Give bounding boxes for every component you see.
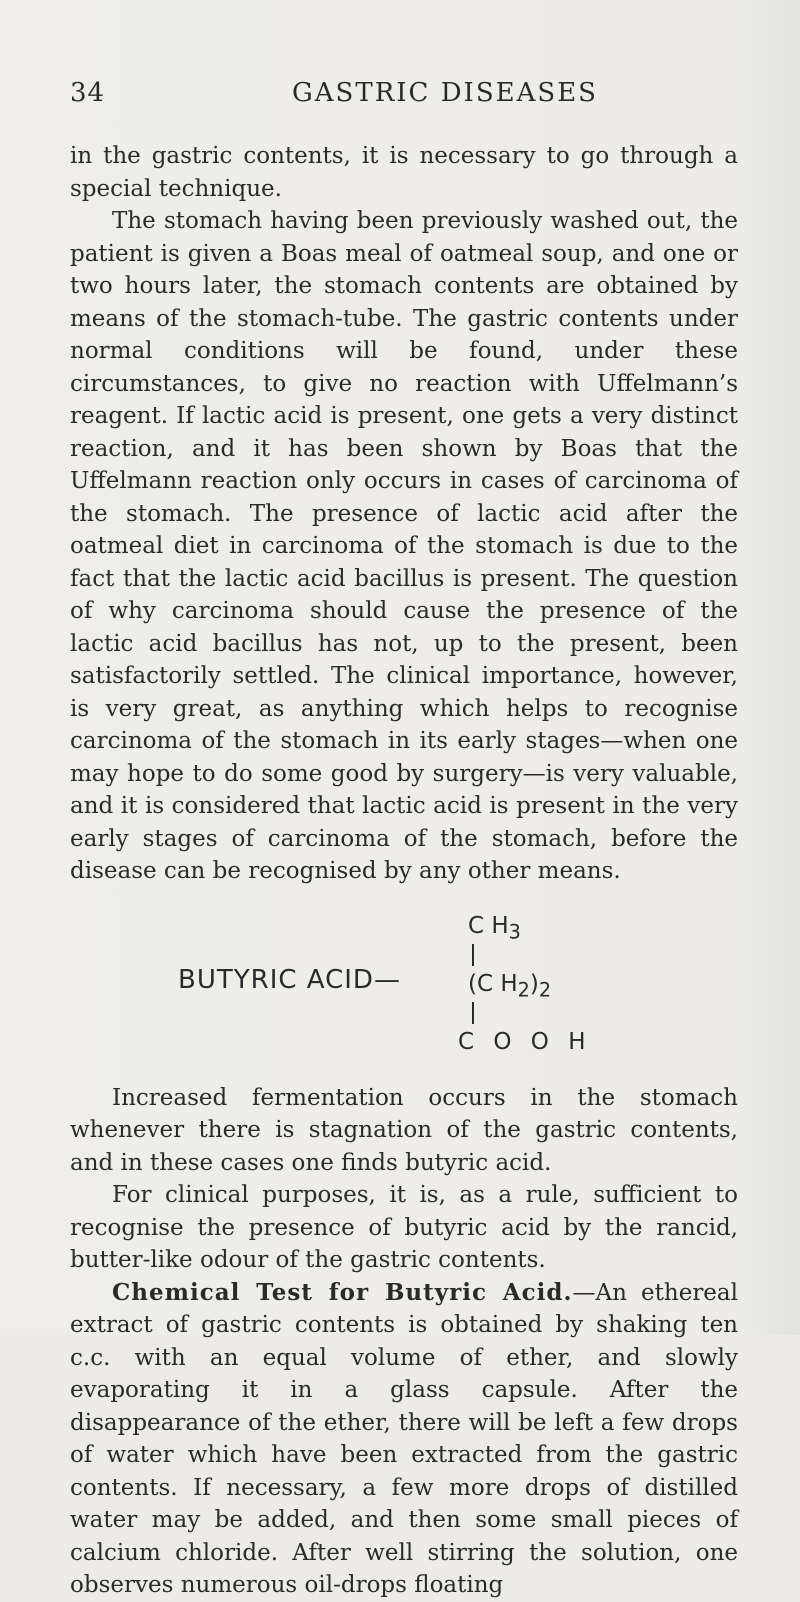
paragraph-clinical: For clinical purposes, it is, as a rule, sufficient to recognise the presence of butyric acid by the rancid, butter-like odour of the gastric contents. xyxy=(70,1182,738,1273)
paragraph-chemical-test xyxy=(70,1277,738,1602)
page-number: 34 xyxy=(70,78,106,108)
running-title: GASTRIC DISEASES xyxy=(292,78,598,108)
formula-line-1: C $H_3$ xyxy=(468,912,521,944)
paragraph-lactic-acid: The stomach having been previously washed out, the patient is given a Boas meal of oatmeal soup, and one or two hours later, the stomach contents are obtained by means of the stomach-tube. The gastric contents under normal conditions will be found, under these circumstances, to give no reaction with Uffelmann’s reagent. If lactic acid is present, one gets a very distinct reaction, and it has been shown by Boas that the Uffelmann reaction only occurs in cases of carcinoma of the stomach. The presence of lactic acid after the oatmeal diet in carcinoma of the stomach is due to the fact that the lactic acid bacillus is present. The question of why carcinoma should cause the presence of the lactic acid bacillus has not, up to the present, been satisfactorily settled. The clinical importance, however, is very great, as anything which helps to recognise carcinoma of the stomach in its early stages—when one may hope to do some good by surgery—is very valuable, and it is considered that lactic acid is present in the very early stages of carcinoma of the stomach, before the disease can be recognised by any other means. xyxy=(70,208,738,884)
formula-name: BUTYRIC ACID— xyxy=(178,964,401,995)
paragraph-continuation: in the gastric contents, it is necessary to go through a special technique. xyxy=(70,143,738,202)
section-heading: Chemical Test for Butyric Acid. xyxy=(112,1278,573,1306)
butyric-acid-formula xyxy=(70,902,738,1074)
bond-line xyxy=(472,1002,474,1024)
formula-line-2: (C $H_2)_2$ xyxy=(468,970,552,1002)
bond-line xyxy=(472,944,474,966)
formula-line-3: C O O H xyxy=(458,1028,592,1055)
paragraph-fermentation: Increased fermentation occurs in the stomach whenever there is stagnation of the gastric contents, and in these cases one finds butyric acid. xyxy=(70,1084,738,1176)
body-text xyxy=(70,140,738,1602)
section-body: —An ethereal extract of gastric contents is obtained by shaking ten c.c. with an equal volume of ether, and slowly evaporating it in a glass capsule. After the disappearance of the ether, there will be left a few drops of water which have been extracted from the gastric contents. If necessary, a few more drops of distilled water may be added, and then some small pieces of calcium chloride. After well stirring the solution, one observes numerous oil-drops floating xyxy=(70,1279,738,1598)
